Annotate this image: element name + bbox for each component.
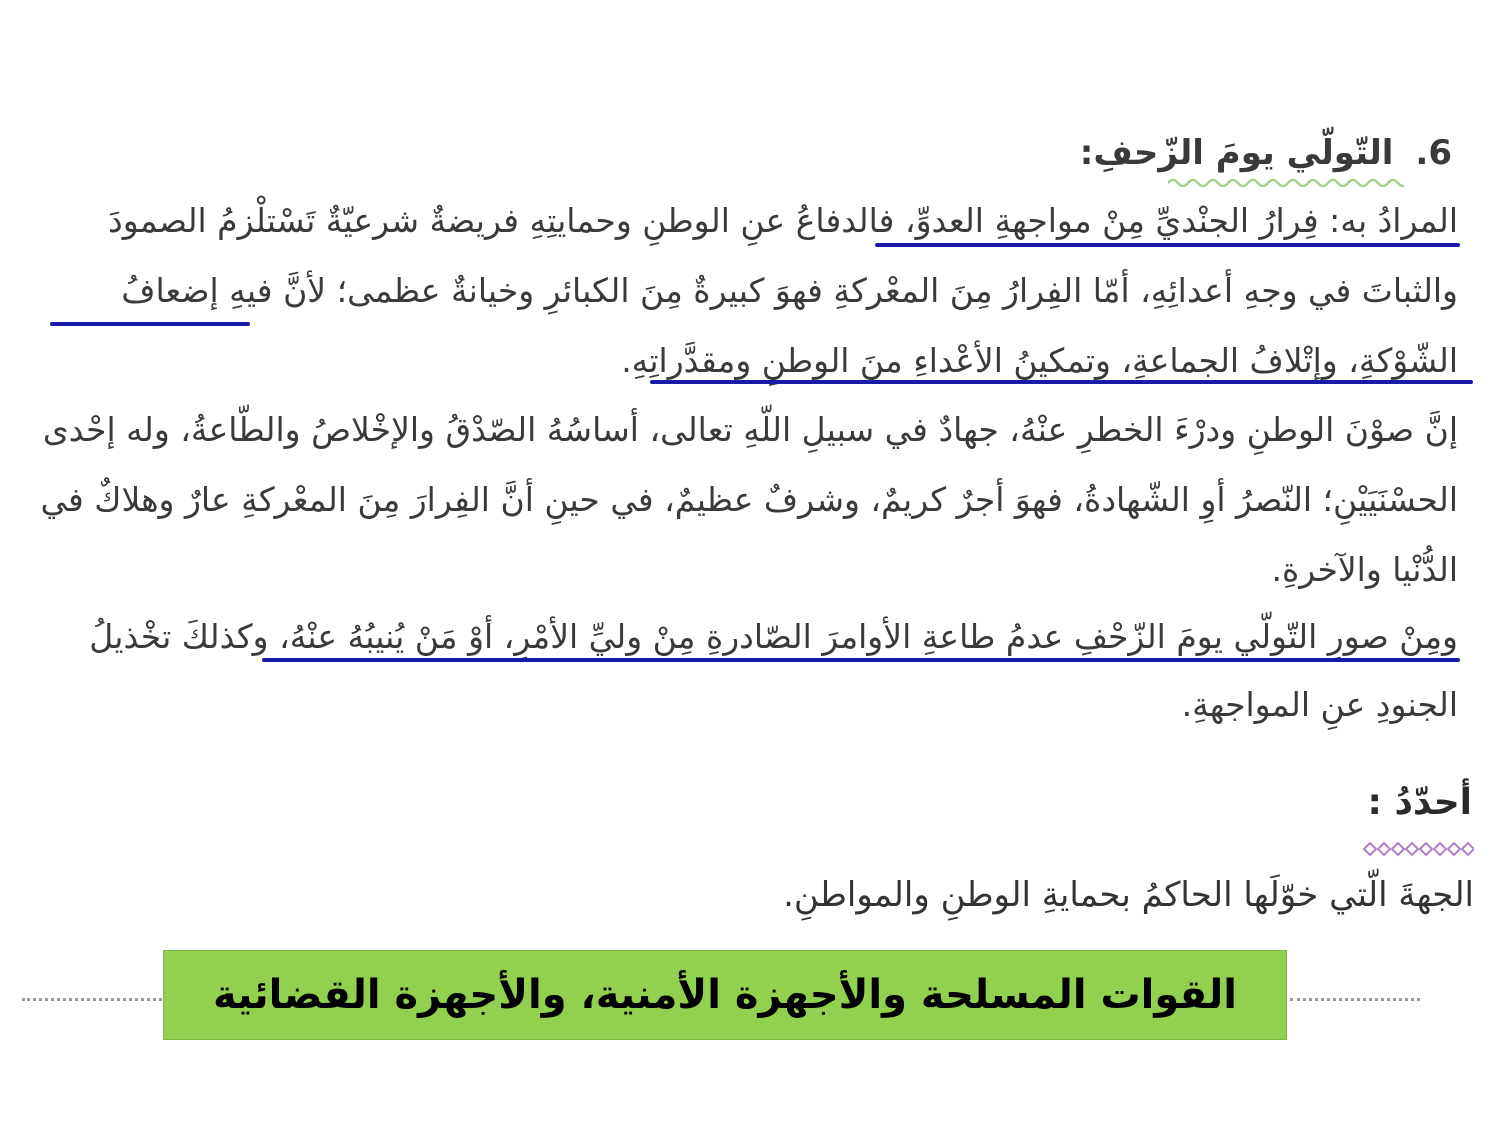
answer-text: القوات المسلحة والأجهزة الأمنية، والأجهزة القضائية [213, 972, 1237, 1018]
activity-question: الجهةَ الّتي خوّلَها الحاكمُ بحمايةِ الوطنِ والمواطنِ. [783, 875, 1474, 915]
paragraph2-line-2: الحسْنَيَيْنِ؛ النّصرُ أوِ الشّهادةُ، فهوَ أجرٌ كريمٌ، وشرفٌ عظيمٌ، في حينِ أنَّ الفِرارَ مِنَ المعْركةِ عارٌ وهلاكٌ في [40, 480, 1458, 519]
diamond-decoration-icon [1362, 840, 1474, 858]
paragraph1-line-1: المرادُ به: فِرارُ الجنْديِّ مِنْ مواجهةِ العدوِّ، فالدفاعُ عنِ الوطنِ وحمايتِهِ فريضةٌ شرعيّةٌ تَسْتلْزمُ الصمودَ [108, 201, 1458, 240]
dotted-line-left [22, 998, 162, 1001]
section-title: التّولّي يومَ الزّحفِ: [1079, 133, 1394, 173]
wavy-underline [1168, 177, 1404, 189]
paragraph2-line-1: إنَّ صوْنَ الوطنِ ودرْءَ الخطرِ عنْهُ، جهادٌ في سبيلِ اللّهِ تعالى، أساسُهُ الصّدْقُ والإخْلاصُ والطّاعةُ، وله إحْدى [42, 410, 1458, 449]
paragraph3-line-1: ومِنْ صورِ التّولّي يومَ الزّحْفِ عدمُ طاعةِ الأوامرَ الصّادرةِ مِنْ وليِّ الأمْرِ، أوْ مَنْ يُنيبُهُ عنْهُ، وكذلكَ تخْذيلُ [89, 617, 1458, 656]
paragraph1-line-3: الشّوْكةِ، وإتْلافُ الجماعةِ، وتمكينُ الأعْداءِ منَ الوطنِ ومقدَّراتِهِ. [621, 341, 1458, 380]
underline-mark-2 [50, 322, 250, 326]
underline-mark-4 [262, 658, 1460, 662]
underline-mark-3 [650, 380, 1473, 384]
paragraph3-line-2: الجنودِ عنِ المواجهةِ. [1181, 685, 1458, 724]
section-heading [1080, 128, 1452, 178]
paragraph2-line-3: الدُّنْيا والآخرةِ. [1271, 550, 1458, 589]
paragraph1-line-2: والثباتَ في وجهِ أعدائِهِ، أمّا الفِرارُ مِنَ المعْركةِ فهوَ كبيرةٌ مِنَ الكبائرِ وخيانةٌ عظمى؛ لأنَّ فيهِ إضعافُ [121, 271, 1458, 310]
answer-box [163, 950, 1287, 1040]
underline-mark-1 [875, 243, 1460, 247]
dotted-line-right [1290, 998, 1420, 1001]
section-number: 6. [1415, 133, 1452, 173]
activity-title: أحدّدُ : [1367, 782, 1472, 823]
